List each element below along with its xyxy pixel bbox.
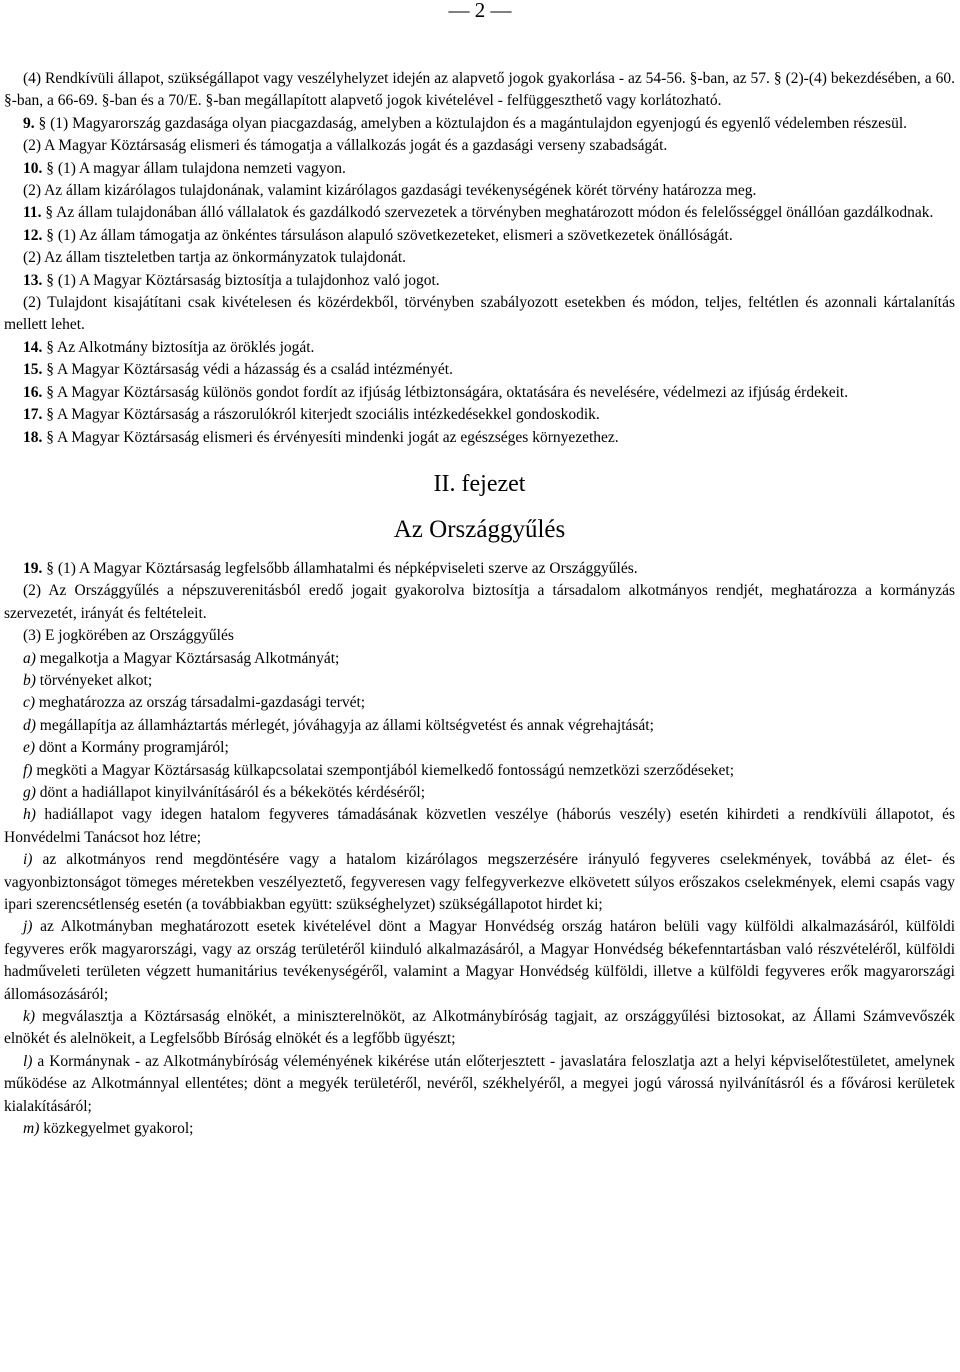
item-letter: k) <box>23 1008 36 1026</box>
paragraph <box>4 247 955 269</box>
list-item <box>4 1051 955 1118</box>
paragraph-text: § A Magyar Köztársaság a rászorulókról kiterjedt szociális intézkedésekkel gondoskodik. <box>42 406 600 424</box>
paragraph-text: § A Magyar Köztársaság védi a házasság és a család intézményét. <box>42 361 453 379</box>
item-text: megállapítja az államháztartás mérlegét, jóváhagyja az állami költségvetést és annak végrehajtását; <box>35 716 654 734</box>
item-text: a Kormánynak - az Alkotmánybíróság véleményének kikérése után előterjesztett - javaslatára feloszlatja azt a helyi képviselőtestületet, amelynek működése az Alkotmánnyal ellentétes; dönt a megyék területéről, nevéről, székhelyéről, a megyei jogú várossá nyilvánításról és a fővárosi kerületek kialakításáról; <box>4 1052 955 1115</box>
paragraph-text: § (1) A magyar állam tulajdona nemzeti vagyon. <box>42 159 346 177</box>
item-text: hadiállapot vagy idegen hatalom fegyveres támadásának közvetlen veszélye (háborús veszély) esetén kihirdeti a rendkívüli állapotot, és Honvédelmi Tanácsot hoz létre; <box>4 806 955 846</box>
list-item <box>4 760 955 782</box>
paragraph-text: § (1) Az állam támogatja az önkéntes társuláson alapuló szövetkezeteket, elismeri a szövetkezetek önállóságát. <box>42 226 733 244</box>
item-letter: c) <box>23 694 36 712</box>
list-item <box>4 916 955 1006</box>
item-text: az Alkotmányban meghatározott esetek kivételével dönt a Magyar Honvédség ország határon belüli vagy külföldi alkalmazásáról, külföldi fegyveres erők magyarországi, vagy az ország területéről kiinduló alkalmazásáról, a Magyar Honvédség békefenntartásban való részvételéről, külföldi hadműveleti területen végzett humanitárius tevékenységéről, valamint a Magyar Honvédség külföldi, illetve a külföldi fegyveres erők magyarországi állomásozásáról; <box>4 918 955 1003</box>
item-letter: j) <box>23 918 33 936</box>
item-letter: g) <box>23 783 36 801</box>
section-paragraphs <box>4 68 955 449</box>
paragraph <box>4 113 955 135</box>
item-text: megköti a Magyar Köztársaság külkapcsolatai szempontjából kiemelkedő fontosságú nemzetközi szerződéseket; <box>32 761 735 779</box>
section-number: 9. <box>23 114 35 132</box>
page-header <box>0 0 960 23</box>
item-letter: e) <box>23 739 36 757</box>
section-number: 13. <box>23 271 43 289</box>
paragraph <box>4 580 955 625</box>
item-letter: l) <box>23 1052 33 1070</box>
section-number: 11. <box>23 204 42 222</box>
paragraph-text: (2) Az állam kizárólagos tulajdonának, valamint kizárólagos gazdasági tevékenységének körét törvény határozza meg. <box>23 182 757 200</box>
paragraph <box>4 270 955 292</box>
document-body <box>4 68 955 1140</box>
item-text: dönt a Kormány programjáról; <box>35 739 229 757</box>
chapter-paragraphs <box>4 558 955 648</box>
item-text: megalkotja a Magyar Köztársaság Alkotmányát; <box>35 649 340 667</box>
item-letter: f) <box>23 761 33 779</box>
list-item <box>4 1006 955 1051</box>
list-item <box>4 692 955 714</box>
paragraph <box>4 625 955 647</box>
paragraph <box>4 180 955 202</box>
paragraph-text: § (1) A Magyar Köztársaság legfelsőbb államhatalmi és népképviseleti szerve az Országgyűlés. <box>42 559 638 577</box>
item-text: dönt a hadiállapot kinyilvánításáról és a békekötés kérdéséről; <box>35 783 426 801</box>
paragraph-text: § A Magyar Köztársaság elismeri és érvényesíti mindenki jogát az egészséges környezethez. <box>42 428 619 446</box>
paragraph <box>4 404 955 426</box>
paragraph <box>4 558 955 580</box>
section-number: 14. <box>23 338 43 356</box>
paragraph <box>4 135 955 157</box>
paragraph-text: § Az Alkotmány biztosítja az öröklés jogát. <box>42 338 315 356</box>
section-number: 16. <box>23 383 43 401</box>
section-number: 19. <box>23 559 43 577</box>
item-text: megválasztja a Köztársaság elnökét, a miniszterelnököt, az Alkotmánybíróság tagjait, az országgyűlési biztosokat, az Állami Számvevőszék elnökét és alelnökeit, a Legfelsőbb Bíróság elnökét és a legfőbb ügyészt; <box>4 1008 955 1048</box>
section-number: 17. <box>23 406 43 424</box>
paragraph-text: (4) Rendkívüli állapot, szükségállapot vagy veszélyhelyzet idején az alapvető jogok gyakorlása - az 54-56. §-ban, az 57. § (2)-(4) bekezdésében, a 60. §-ban, a 66-69. §-ban és a 70/E. §-ban megállapított alapvető jogok kivételével - felfüggeszthető vagy korlátozható. <box>4 70 955 110</box>
list-item <box>4 1118 955 1140</box>
paragraph-text: § Az állam tulajdonában álló vállalatok és gazdálkodó szervezetek a törvényben meghatározott módon és felelősséggel önállóan gazdálkodnak. <box>41 204 934 222</box>
item-letter: a) <box>23 649 36 667</box>
paragraph-text: (2) Tulajdont kisajátítani csak kivételesen és közérdekből, törvényben szabályozott esetekben és módon, teljes, feltétlen és azonnali kártalanítás mellett lehet. <box>4 294 955 334</box>
item-letter: i) <box>23 851 33 869</box>
list-item <box>4 804 955 849</box>
paragraph-text: (2) Az állam tiszteletben tartja az önkormányzatok tulajdonát. <box>23 249 407 267</box>
header-dash-right: — <box>485 0 512 22</box>
paragraph-text: § (1) A Magyar Köztársaság biztosítja a tulajdonhoz való jogot. <box>42 271 440 289</box>
section-number: 10. <box>23 159 43 177</box>
paragraph <box>4 68 955 113</box>
chapter-number: II. fejezet <box>433 470 526 497</box>
item-letter: b) <box>23 671 36 689</box>
paragraph <box>4 202 955 224</box>
list-item <box>4 849 955 916</box>
paragraph <box>4 158 955 180</box>
chapter-title: Az Országgyűlés <box>393 515 566 543</box>
item-letter: d) <box>23 716 36 734</box>
paragraph <box>4 359 955 381</box>
item-text: meghatározza az ország társadalmi-gazdasági tervét; <box>35 694 366 712</box>
list-item <box>4 737 955 759</box>
item-text: törvényeket alkot; <box>35 671 153 689</box>
paragraph <box>4 292 955 337</box>
paragraph-text: (2) Az Országgyűlés a népszuverenitásból eredő jogait gyakorolva biztosítja a társadalom alkotmányos rendjét, meghatározza a kormányzás szervezetét, irányát és feltételeit. <box>4 582 955 622</box>
item-list <box>4 648 955 1141</box>
list-item <box>4 648 955 670</box>
section-number: 18. <box>23 428 43 446</box>
list-item <box>4 670 955 692</box>
paragraph-text: (2) A Magyar Köztársaság elismeri és támogatja a vállalkozás jogát és a gazdasági verseny szabadságát. <box>23 137 668 155</box>
paragraph-text: § A Magyar Köztársaság különös gondot fordít az ifjúság létbiztonságára, oktatására és nevelésére, védelmezi az ifjúság érdekeit. <box>42 383 849 401</box>
section-number: 12. <box>23 226 43 244</box>
section-number: 15. <box>23 361 43 379</box>
paragraph-text: (3) E jogkörében az Országgyűlés <box>23 627 234 645</box>
paragraph <box>4 427 955 449</box>
item-letter: h) <box>23 806 36 824</box>
page-number: 2 <box>474 0 486 22</box>
list-item <box>4 782 955 804</box>
paragraph-text: § (1) Magyarország gazdasága olyan piacgazdaság, amelyben a köztulajdon és a magántulajdon egyenjogú és egyenlő védelemben részesül. <box>34 114 908 132</box>
list-item <box>4 715 955 737</box>
item-text: közkegyelmet gyakorol; <box>39 1120 194 1138</box>
paragraph <box>4 337 955 359</box>
paragraph <box>4 382 955 404</box>
paragraph <box>4 225 955 247</box>
item-letter: m) <box>23 1120 40 1138</box>
item-text: az alkotmányos rend megdöntésére vagy a hatalom kizárólagos megszerzésére irányuló fegyveres cselekmények, továbbá az élet- és vagyonbiztonságot tömeges méretekben veszélyeztető, fegyveresen vagy felfegyverkezve elkövetett súlyos erőszakos cselekmények, elemi csapás vagy ipari szerencsétlenség esetén (a továbbiakban együtt: szükséghelyzet) szükségállapotot hirdet ki; <box>4 851 955 913</box>
header-dash-left: — <box>448 0 475 22</box>
